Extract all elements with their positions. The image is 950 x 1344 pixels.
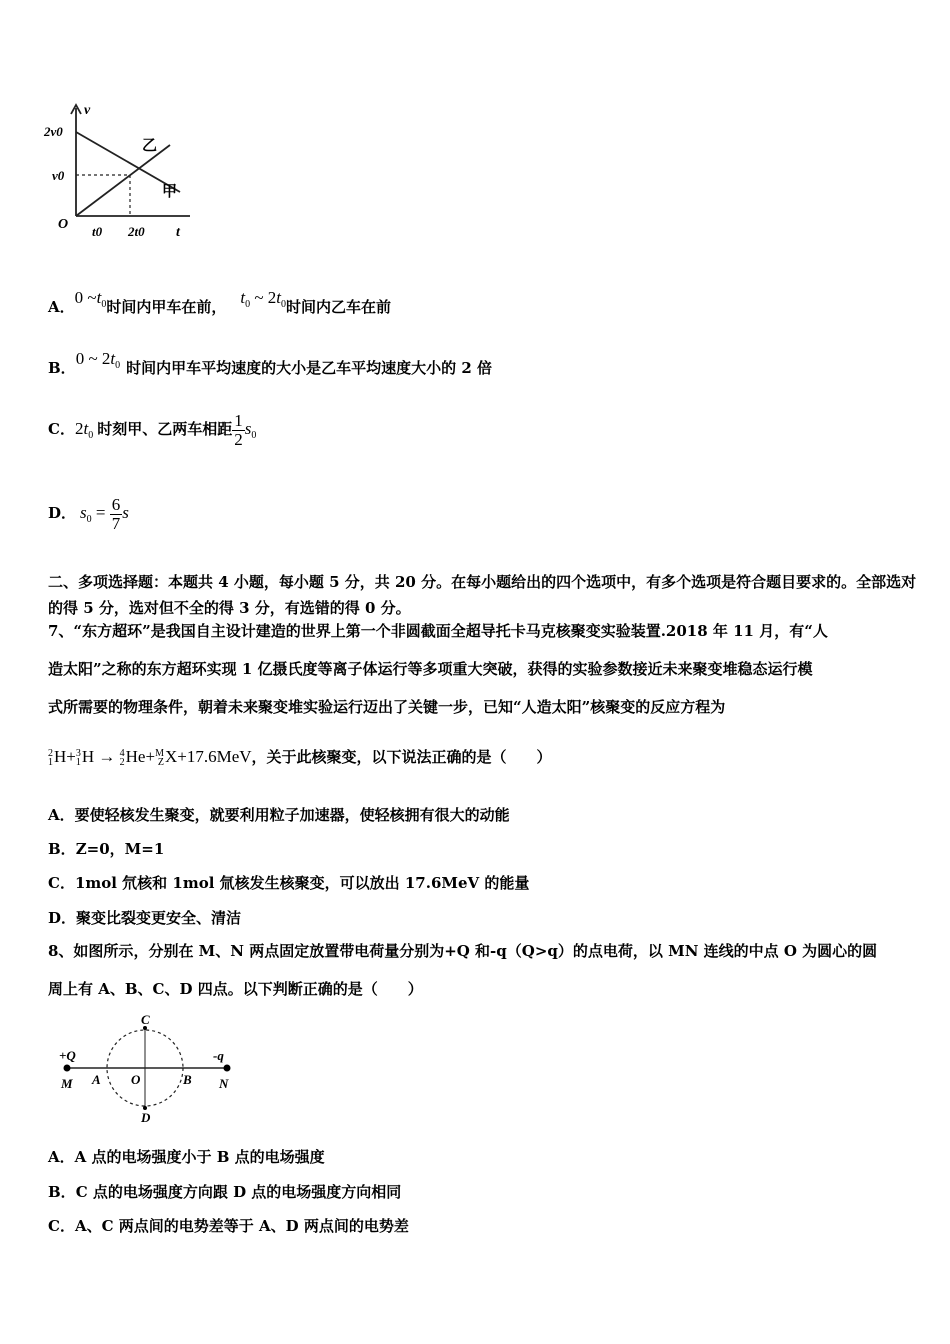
q8-option-a: A．A 点的电场强度小于 B 点的电场强度 [48, 1148, 325, 1166]
q6-option-c: C．$2t_0$ 时刻甲、乙两车相距 $\frac{1}{2}$ $s_0$ [48, 410, 257, 449]
fusion-equation: 2 1 H+ 3 1 H → 4 2 He+ M Z X+17.6MeV [48, 747, 252, 769]
time-2t0: $2t_0$ [74, 419, 94, 441]
q7-equation-line: 2 1 H+ 3 1 H → 4 2 He+ M Z X+17.6MeV，关于此核聚变，以下说法正确的是（ ） [48, 747, 552, 769]
label-minus-q: -q [213, 1048, 224, 1063]
q8-stem-line1: 8、如图所示，分别在 M、N 两点固定放置带电荷量分别为+Q 和-q（Q>q）的点电荷，以 MN 连线的中点 O 为圆心的圆 [48, 942, 878, 960]
label-plus-q: +Q [59, 1048, 76, 1063]
origin-label: O [58, 217, 69, 232]
point-m-dot [64, 1065, 71, 1072]
q7-stem-line2: 造太阳”之称的东方超环实现 1 亿摄氏度等离子体运行等多项重大突破，获得的实验参数接近未来聚变堆稳态运行模 [48, 660, 813, 678]
tick-t0: t0 [92, 224, 103, 239]
q7-option-d: D．聚变比裂变更安全、清洁 [48, 909, 242, 927]
range-0-t0: 0 $\sim t_0$ [74, 288, 107, 310]
q8-option-c: C．A、C 两点间的电势差等于 A、D 两点间的电势差 [48, 1217, 409, 1235]
q6-option-b: B．0 ~ $2t_0$ 时间内甲车平均速度的大小是乙车平均速度大小的 2 倍 [48, 349, 493, 377]
label-c: C [141, 1012, 150, 1027]
range-0-2t0: 0 ~ $2t_0$ [75, 349, 121, 371]
tick-2v0: 2v0 [44, 124, 63, 139]
label-d: D [141, 1110, 151, 1125]
point-n-dot [224, 1065, 231, 1072]
section2-header: 二、多项选择题：本题共 4 小题，每小题 5 分，共 20 分。在每小题给出的四个选项中，有多个选项是符合题目要求的。全部选对的得 5 分，选对但不全的得 3 分，有选错的得 0 分。 [48, 573, 917, 617]
line-jia [76, 132, 180, 192]
tick-2t0: 2t0 [128, 224, 145, 239]
q7-stem-line1: 7、“东方超环”是我国自主设计建造的世界上第一个非圆截面全超导托卡马克核聚变实验装置.2018 年 11 月，有“人 [48, 622, 828, 640]
q8-stem-line2: 周上有 A、B、C、D 四点。以下判断正确的是（ ） [48, 980, 423, 998]
label-n: N [219, 1076, 229, 1091]
y-axis-label: v [84, 103, 91, 118]
q7-option-b: B．Z=0，M=1 [48, 840, 165, 858]
label-a: A [92, 1072, 101, 1087]
q7-option-a: A．要使轻核发生聚变，就要利用粒子加速器，使轻核拥有很大的动能 [48, 806, 510, 824]
q8-option-b: B．C 点的电场强度方向跟 D 点的电场强度方向相同 [48, 1183, 402, 1201]
x-axis-label: t [176, 225, 180, 240]
q7-stem-line3: 式所需要的物理条件，朝着未来聚变堆实验运行迈出了关键一步，已知“人造太阳”核聚变的反应方程为 [48, 698, 726, 716]
q6-option-d: D． $s_0$ = $\frac{6}{7}$ s [48, 494, 129, 533]
label-m: M [61, 1076, 73, 1091]
q6-option-a: A．0 $\sim t_0$时间内甲车在前， $t_0$ ~ $2t_0$时间内乙车在前 [48, 288, 392, 316]
label-yi: 乙 [142, 138, 158, 154]
half-s0: $\frac{1}{2}$ $s_0$ [234, 410, 257, 449]
tick-v0: v0 [52, 168, 65, 183]
label-o: O [131, 1072, 141, 1087]
label-jia: 甲 [162, 184, 178, 200]
velocity-time-graph [40, 100, 210, 250]
q7-option-c: C．1mol 氘核和 1mol 氚核发生核聚变，可以放出 17.6MeV 的能量 [48, 874, 530, 892]
range-t0-2t0: $t_0$ ~ $2t_0$ [240, 288, 287, 310]
line-yi [76, 145, 170, 216]
label-b: B [183, 1072, 192, 1087]
s0-equation: $s_0$ = $\frac{6}{7}$ s [80, 494, 129, 533]
charge-circle-diagram [55, 1010, 245, 1130]
